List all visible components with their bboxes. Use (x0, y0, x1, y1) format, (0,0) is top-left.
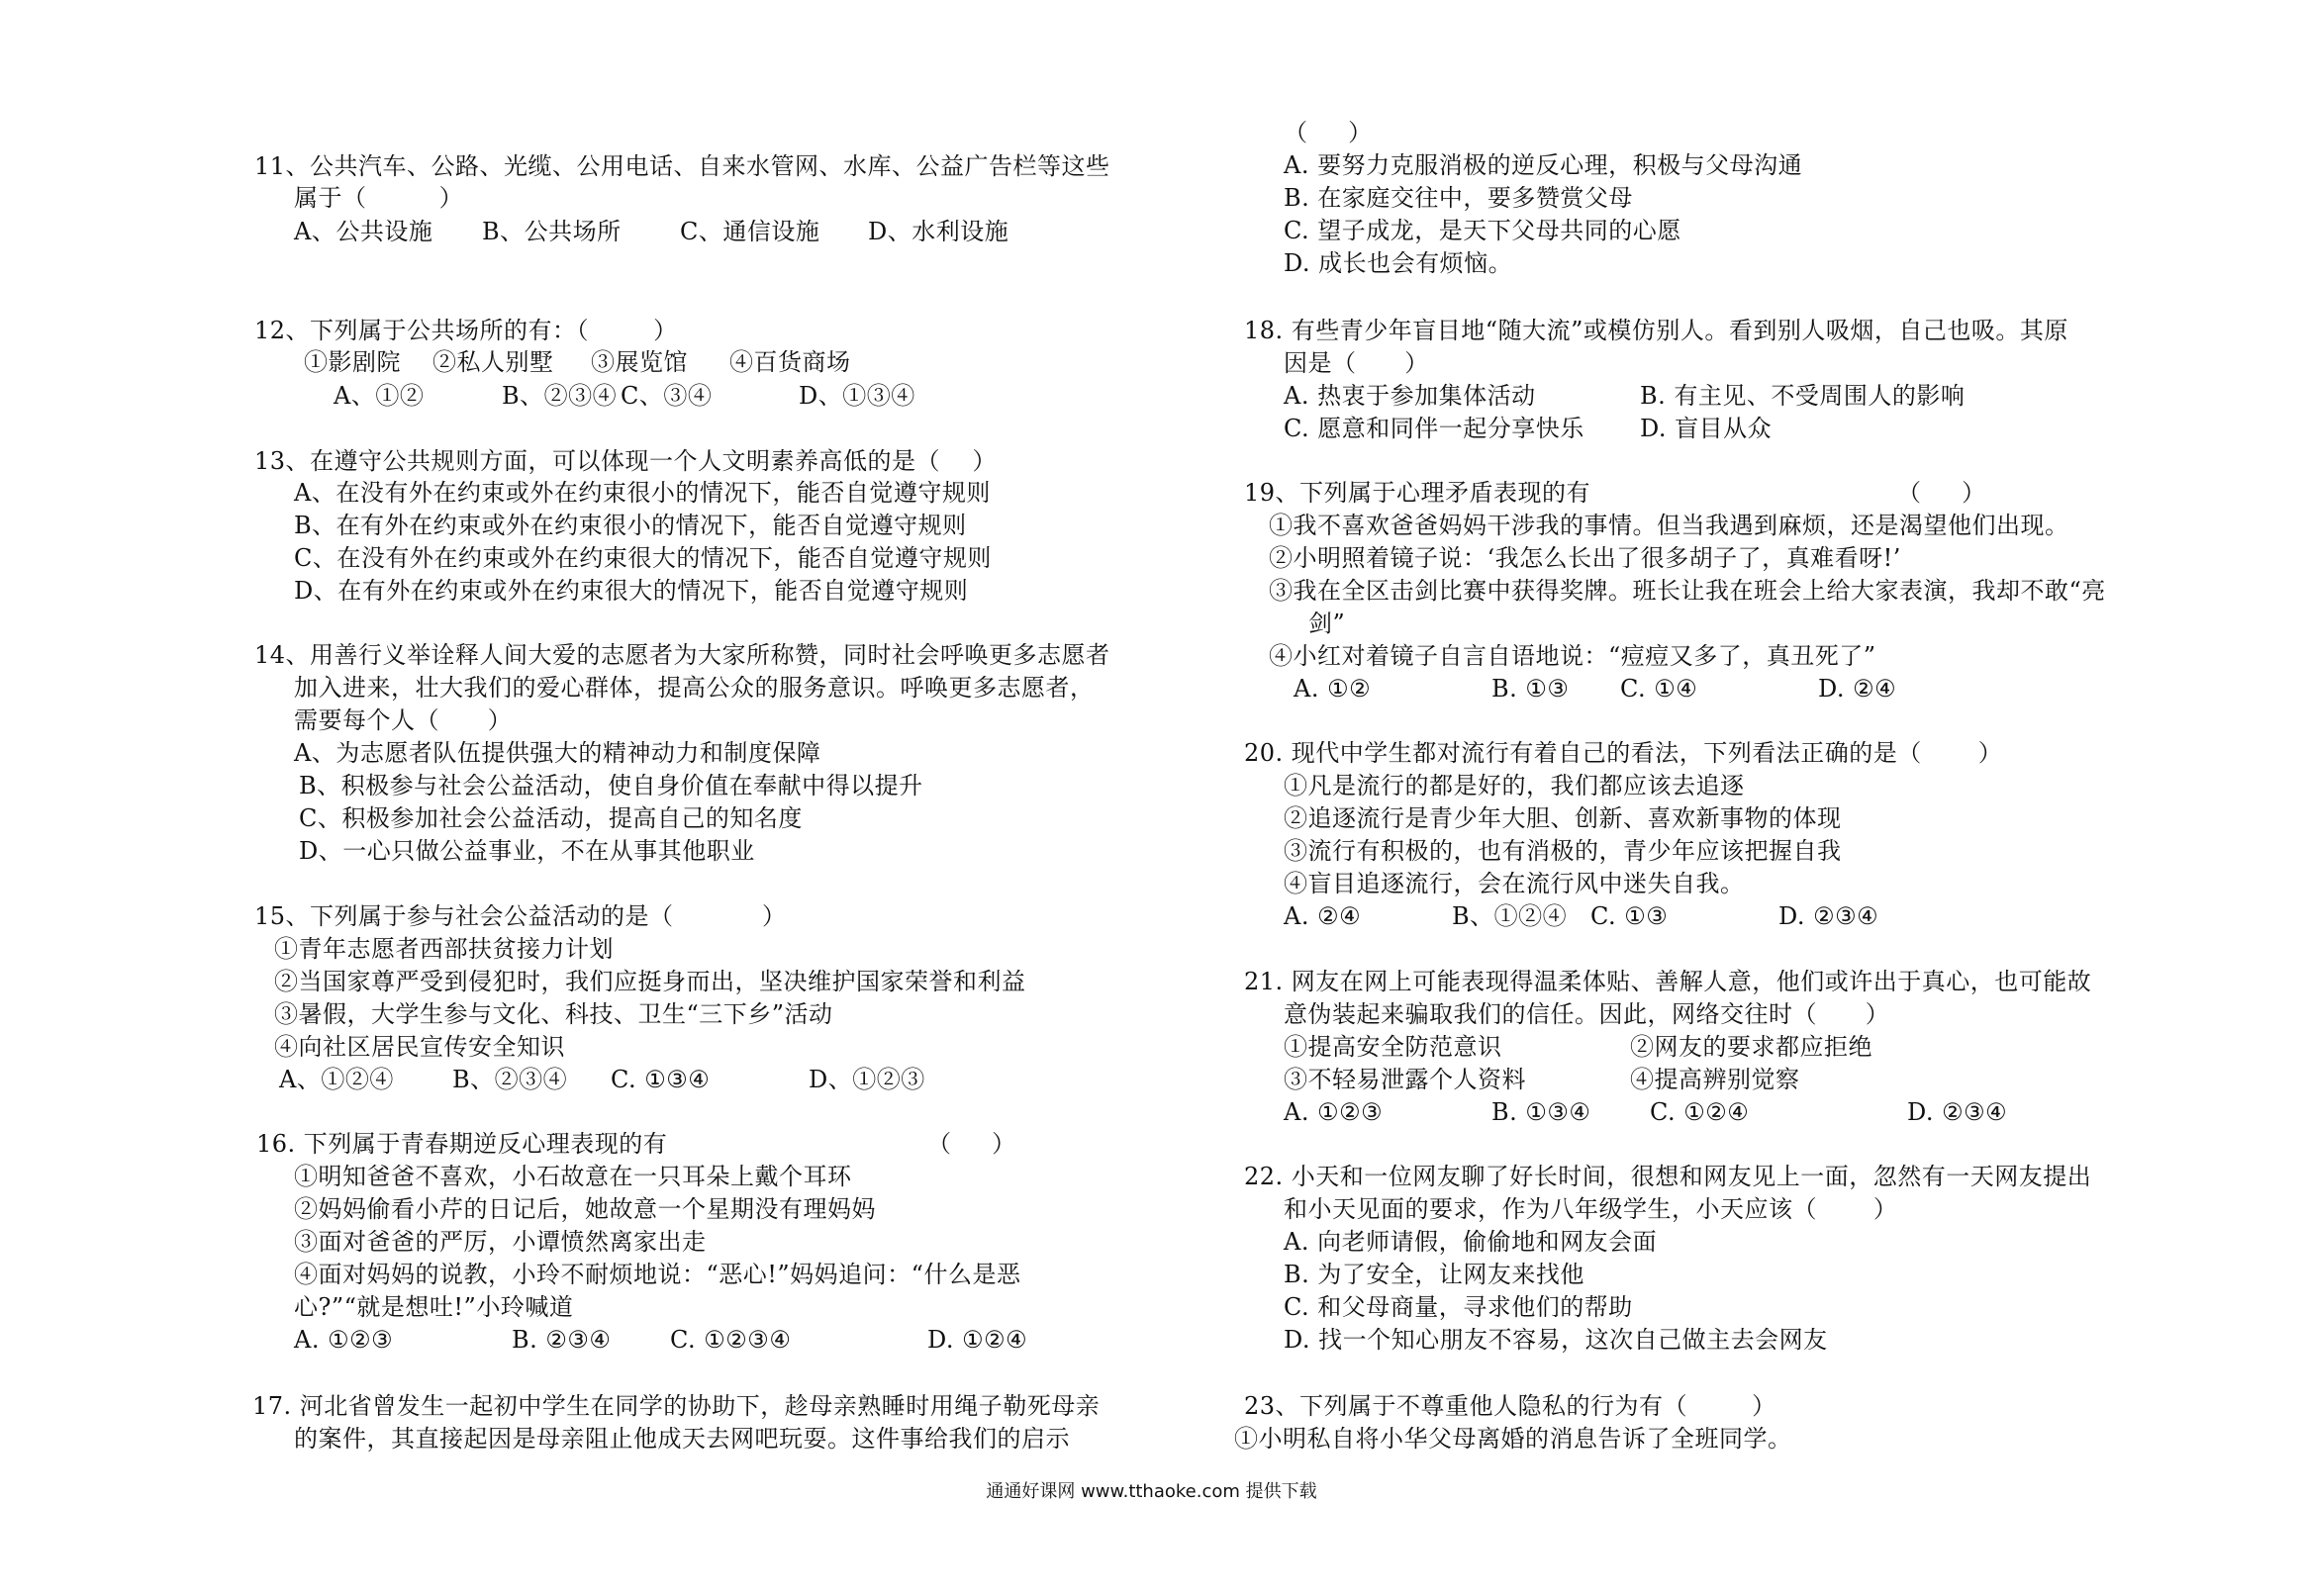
q22-stem-line-2: 和小天见面的要求，作为八年级学生，小天应该（ ） (1284, 1195, 1898, 1223)
q17-option-a: A. 要努力克服消极的逆反心理，积极与父母沟通 (1284, 151, 1803, 179)
q14-stem-line-1: 14、用善行义举诠释人间大爱的志愿者为大家所称赞，同时社会呼唤更多志愿者 (254, 641, 1110, 669)
q20-item-1: ①凡是流行的都是好的，我们都应该去追逐 (1284, 772, 1745, 799)
q15-option-b: B、②③④ (452, 1066, 568, 1093)
q15-item-2: ②当国家尊严受到侵犯时，我们应挺身而出，坚决维护国家荣誉和利益 (274, 968, 1026, 995)
q16-option-b: B. ②③④ (512, 1326, 612, 1354)
q15-option-d: D、①②③ (809, 1066, 925, 1093)
q17-answer-paren: （ ） (1284, 119, 1373, 146)
q15-option-a: A、①②④ (279, 1066, 394, 1093)
q21-stem-line-1: 21. 网友在网上可能表现得温柔体贴、善解人意，他们或许出于真心，也可能故 (1244, 968, 2092, 995)
q16-item-2: ②妈妈偷看小芹的日记后，她故意一个星期没有理妈妈 (294, 1195, 876, 1223)
q14-stem-line-3: 需要每个人（ ） (294, 706, 513, 734)
q11-option-b: B、公共场所 (482, 218, 622, 245)
q11-option-d: D、水利设施 (868, 218, 1009, 245)
q13-option-b: B、在有外在约束或外在约束很小的情况下，能否自觉遵守规则 (294, 512, 967, 539)
q16-item-1: ①明知爸爸不喜欢，小石故意在一只耳朵上戴个耳环 (294, 1163, 852, 1190)
q19-answer-paren: （ ） (1897, 479, 1986, 507)
q20-option-a: A. ②④ (1284, 902, 1362, 930)
q13-option-a: A、在没有外在约束或外在约束很小的情况下，能否自觉遵守规则 (294, 479, 991, 507)
q11-stem-line-2: 属于（ ） (294, 184, 464, 212)
q23-stem: 23、下列属于不尊重他人隐私的行为有（ ） (1244, 1392, 1776, 1420)
q11-option-c: C、通信设施 (680, 218, 820, 245)
q18-option-b: B. 有主见、不受周围人的影响 (1640, 382, 1966, 410)
q22-option-c: C. 和父母商量，寻求他们的帮助 (1284, 1293, 1633, 1321)
q18-option-d: D. 盲目从众 (1640, 415, 1773, 442)
q19-option-b: B. ①③ (1491, 675, 1570, 703)
q14-option-b: B、积极参与社会公益活动，使自身价值在奉献中得以提升 (299, 772, 923, 799)
q16-option-a: A. ①②③ (294, 1326, 394, 1354)
q20-option-b: B、①②④ (1452, 902, 1568, 930)
q19-item-1: ①我不喜欢爸爸妈妈干涉我的事情。但当我遇到麻烦，还是渴望他们出现。 (1269, 512, 2069, 539)
q17-stem-line-2: 的案件，其直接起因是母亲阻止他成天去网吧玩耍。这件事给我们的启示 (294, 1425, 1070, 1453)
q15-stem: 15、下列属于参与社会公益活动的是（ ） (254, 902, 787, 930)
q11-option-a: A、公共设施 (294, 218, 433, 245)
q20-item-3: ③流行有积极的，也有消极的，青少年应该把握自我 (1284, 837, 1842, 865)
q14-option-a: A、为志愿者队伍提供强大的精神动力和制度保障 (294, 739, 821, 767)
q17-option-c: C. 望子成龙，是天下父母共同的心愿 (1284, 217, 1681, 244)
q18-option-c: C. 愿意和同伴一起分享快乐 (1284, 415, 1584, 442)
q17-option-b: B. 在家庭交往中，要多赞赏父母 (1284, 184, 1633, 212)
q19-stem: 19、下列属于心理矛盾表现的有 (1244, 479, 1591, 507)
q15-item-4: ④向社区居民宣传安全知识 (274, 1033, 565, 1061)
q11-stem-line-1: 11、公共汽车、公路、光缆、公用电话、自来水管网、水库、公益广告栏等这些 (254, 152, 1110, 180)
q16-option-c: C. ①②③④ (670, 1326, 792, 1354)
q21-option-d: D. ②③④ (1907, 1098, 2008, 1126)
q17-option-d: D. 成长也会有烦恼。 (1284, 249, 1513, 277)
q15-item-3: ③暑假，大学生参与文化、科技、卫生“三下乡”活动 (274, 1000, 833, 1028)
q14-stem-line-2: 加入进来，壮大我们的爱心群体，提高公众的服务意识。呼唤更多志愿者， (294, 674, 1095, 702)
q22-option-d: D. 找一个知心朋友不容易，这次自己做主去会网友 (1284, 1326, 1828, 1354)
q16-item-3: ③面对爸爸的严厉，小谭愤然离家出走 (294, 1228, 707, 1256)
q15-item-1: ①青年志愿者西部扶贫接力计划 (274, 935, 614, 963)
q12-option-d: D、①③④ (799, 382, 915, 410)
q17-stem-line-1: 17. 河北省曾发生一起初中学生在同学的协助下，趁母亲熟睡时用绳子勒死母亲 (252, 1392, 1101, 1420)
q22-option-a: A. 向老师请假，偷偷地和网友会面 (1284, 1228, 1658, 1256)
q19-item-3: ③我在全区击剑比赛中获得奖牌。班长让我在班会上给大家表演，我却不敢“亮 (1269, 577, 2106, 605)
q16-answer-paren: （ ） (927, 1130, 1016, 1158)
q21-option-c: C. ①②④ (1650, 1098, 1750, 1126)
q20-option-d: D. ②③④ (1778, 902, 1879, 930)
q22-stem-line-1: 22. 小天和一位网友聊了好长时间，很想和网友见上一面，忽然有一天网友提出 (1244, 1163, 2092, 1190)
q12-option-c: C、③④ (621, 382, 713, 410)
q20-item-2: ②追逐流行是青少年大胆、创新、喜欢新事物的体现 (1284, 804, 1842, 832)
q20-stem: 20. 现代中学生都对流行有着自己的看法，下列看法正确的是（ ） (1244, 739, 2003, 767)
q22-option-b: B. 为了安全，让网友来找他 (1284, 1261, 1584, 1288)
q23-item-1: ①小明私自将小华父母离婚的消息告诉了全班同学。 (1234, 1425, 1792, 1453)
q12-item-4: ④百货商场 (729, 348, 851, 376)
q18-stem-line-1: 18. 有些青少年盲目地“随大流”或模仿别人。看到别人吸烟，自己也吸。其原 (1244, 317, 2068, 344)
q13-option-c: C、在没有外在约束或外在约束很大的情况下，能否自觉遵守规则 (294, 544, 992, 572)
q21-option-b: B. ①③④ (1491, 1098, 1591, 1126)
q12-item-1: ①影剧院 (304, 348, 401, 376)
q20-item-4: ④盲目追逐流行，会在流行风中迷失自我。 (1284, 870, 1745, 897)
q18-option-a: A. 热衷于参加集体活动 (1284, 382, 1536, 410)
q19-option-a: A. ①② (1294, 675, 1372, 703)
q13-option-d: D、在有外在约束或外在约束很大的情况下，能否自觉遵守规则 (294, 577, 969, 605)
q12-item-2: ②私人别墅 (432, 348, 554, 376)
q19-item-3-cont: 剑” (1308, 610, 1346, 637)
q19-item-4: ④小红对着镜子自言自语地说：“痘痘又多了，真丑死了” (1269, 642, 1876, 670)
q18-stem-line-2: 因是（ ） (1284, 349, 1429, 377)
q19-option-c: C. ①④ (1620, 675, 1698, 703)
q16-stem: 16. 下列属于青春期逆反心理表现的有 (256, 1130, 668, 1158)
q12-option-b: B、②③④ (502, 382, 618, 410)
q21-stem-line-2: 意伪装起来骗取我们的信任。因此，网络交往时（ ） (1284, 1000, 1890, 1028)
q19-item-2: ②小明照着镜子说：‘我怎么长出了很多胡子了，真难看呀!’ (1269, 544, 1901, 572)
q16-item-4: ④面对妈妈的说教，小玲不耐烦地说：“恶心!”妈妈追问：“什么是恶 (294, 1261, 1021, 1288)
footer-source: 通通好课网 www.tthaoke.com 提供下载 (986, 1481, 1317, 1502)
q16-option-d: D. ①②④ (927, 1326, 1028, 1354)
q21-item-4: ④提高辨别觉察 (1630, 1066, 1800, 1093)
q13-stem: 13、在遵守公共规则方面，可以体现一个人文明素养高低的是（ ） (254, 447, 998, 475)
q21-item-2: ②网友的要求都应拒绝 (1630, 1033, 1872, 1061)
q12-stem: 12、下列属于公共场所的有：（ ） (254, 317, 678, 344)
q16-item-4-cont: 心?”“就是想吐!”小玲喊道 (294, 1293, 574, 1321)
q21-item-1: ①提高安全防范意识 (1284, 1033, 1502, 1061)
q20-option-c: C. ①③ (1590, 902, 1669, 930)
q21-item-3: ③不轻易泄露个人资料 (1284, 1066, 1526, 1093)
q12-option-a: A、①② (334, 382, 425, 410)
q19-option-d: D. ②④ (1818, 675, 1897, 703)
q15-option-c: C. ①③④ (611, 1066, 711, 1093)
q21-option-a: A. ①②③ (1284, 1098, 1384, 1126)
q14-option-c: C、积极参加社会公益活动，提高自己的知名度 (299, 804, 803, 832)
q12-item-3: ③展览馆 (591, 348, 688, 376)
q14-option-d: D、一心只做公益事业，不在从事其他职业 (299, 837, 755, 865)
